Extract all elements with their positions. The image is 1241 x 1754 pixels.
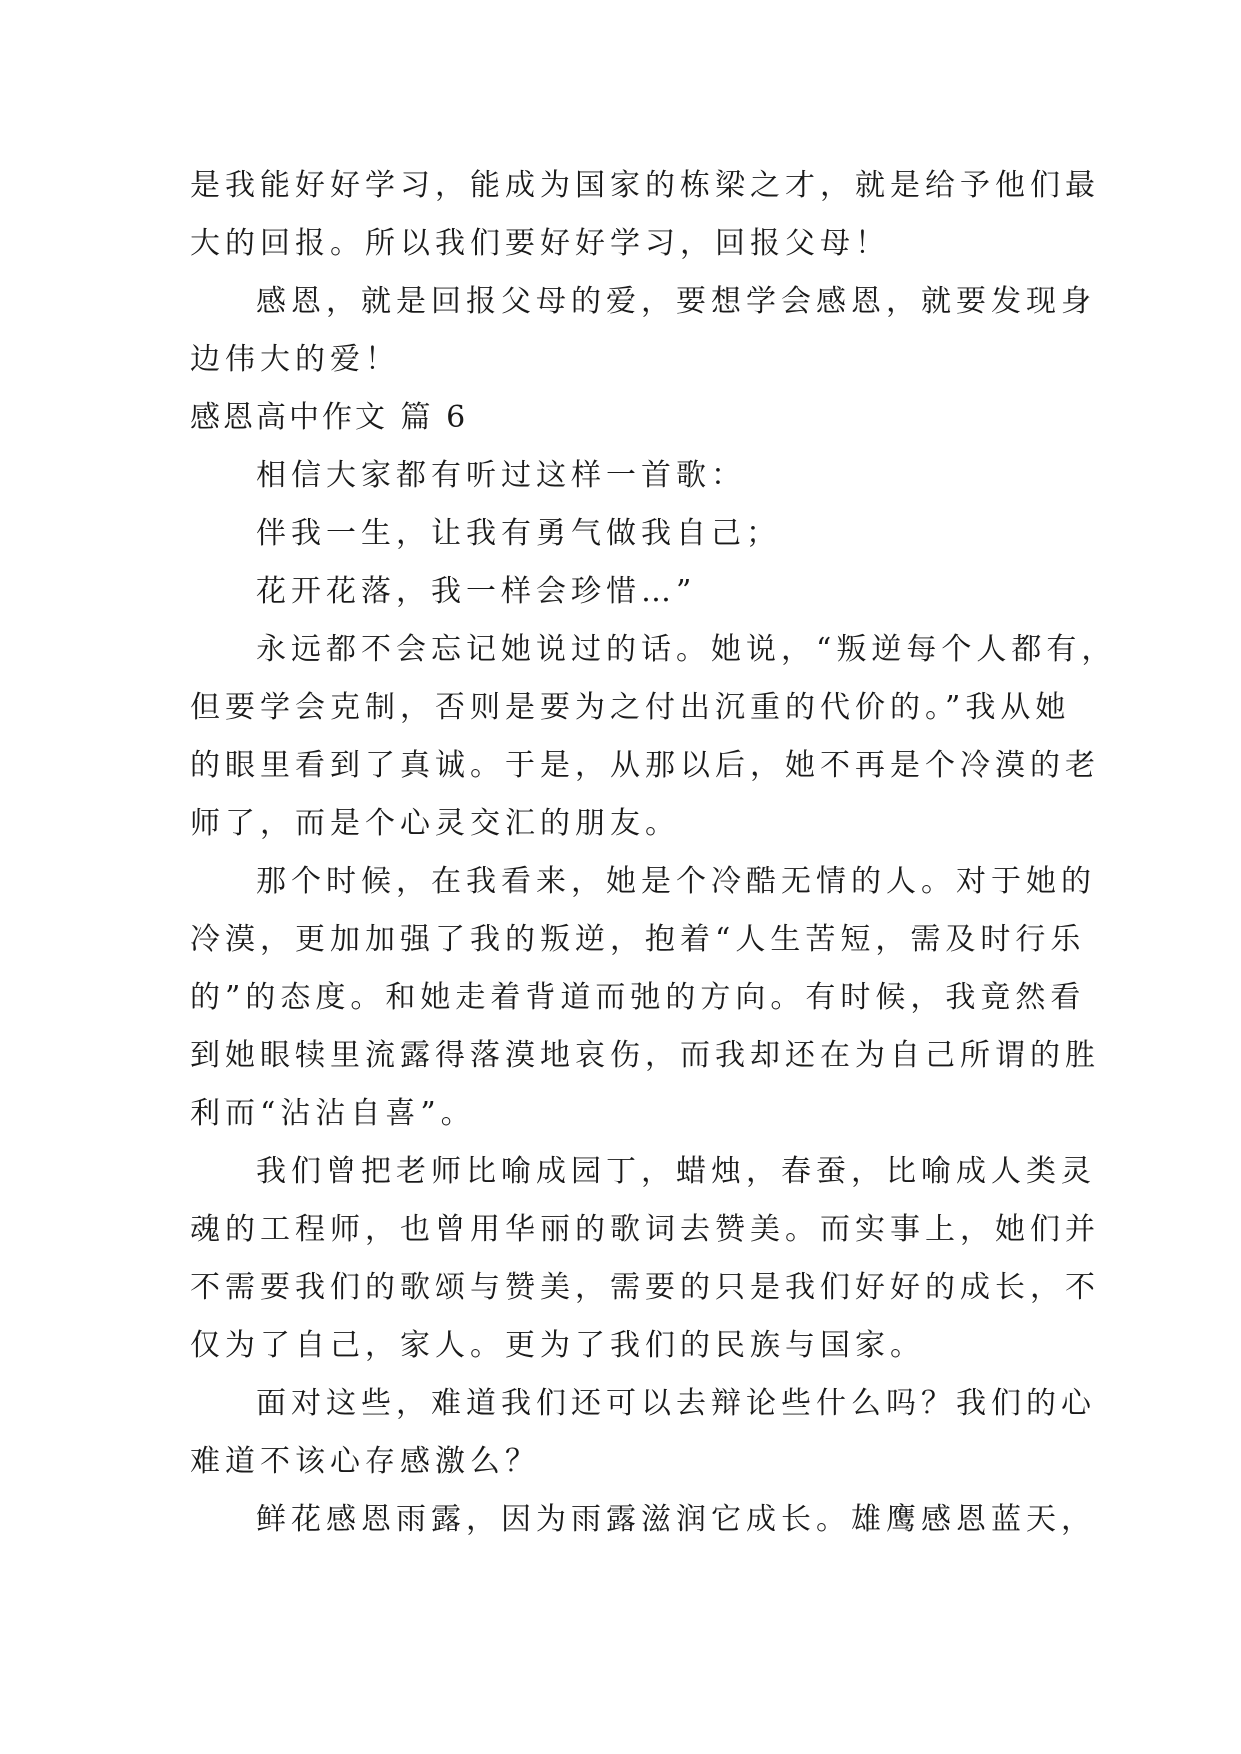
text-line: 不需要我们的歌颂与赞美，需要的只是我们好好的成长，不 xyxy=(190,1270,1100,1305)
text-line: 冷漠，更加加强了我的叛逆，抱着“人生苦短，需及时行乐 xyxy=(190,922,1086,957)
document-body xyxy=(190,157,1117,1549)
paragraph-start: 那个时候，在我看来，她是个冷酷无情的人。对于她的 xyxy=(256,864,1096,899)
paragraph-start: 鲜花感恩雨露，因为雨露滋润它成长。雄鹰感恩蓝天， xyxy=(256,1502,1096,1537)
text-line: 仅为了自己，家人。更为了我们的民族与国家。 xyxy=(190,1328,925,1363)
text-line: 的眼里看到了真诚。于是，从那以后，她不再是个冷漠的老 xyxy=(190,748,1100,783)
text-line: 利而“沾沾自喜”。 xyxy=(190,1096,476,1131)
lyric-line: 伴我一生，让我有勇气做我自己； xyxy=(256,516,781,551)
section-heading: 感恩高中作文 篇 6 xyxy=(190,400,469,435)
text-line: 是我能好好学习，能成为国家的栋梁之才，就是给予他们最 xyxy=(190,168,1100,203)
paragraph-start: 永远都不会忘记她说过的话。她说，“叛逆每个人都有， xyxy=(256,632,1117,667)
paragraph-start: 感恩，就是回报父母的爱，要想学会感恩，就要发现身 xyxy=(256,284,1096,319)
paragraph-start: 我们曾把老师比喻成园丁，蜡烛，春蚕，比喻成人类灵 xyxy=(256,1154,1096,1189)
text-line: 魂的工程师，也曾用华丽的歌词去赞美。而实事上，她们并 xyxy=(190,1212,1100,1247)
paragraph-start: 面对这些，难道我们还可以去辩论些什么吗？我们的心 xyxy=(256,1386,1096,1421)
text-line: 的”的态度。和她走着背道而弛的方向。有时候，我竟然看 xyxy=(190,980,1086,1015)
text-line: 大的回报。所以我们要好好学习，回报父母！ xyxy=(190,226,890,261)
text-line: 难道不该心存感激么？ xyxy=(190,1444,540,1479)
text-line: 边伟大的爱！ xyxy=(190,342,400,377)
paragraph-start: 相信大家都有听过这样一首歌： xyxy=(256,458,746,493)
text-line: 到她眼犊里流露得落漠地哀伤，而我却还在为自己所谓的胜 xyxy=(190,1038,1100,1073)
lyric-line: 花开花落，我一样会珍惜…” xyxy=(256,574,697,609)
text-line: 师了，而是个心灵交汇的朋友。 xyxy=(190,806,680,841)
text-line: 但要学会克制，否则是要为之付出沉重的代价的。”我从她 xyxy=(190,690,1071,725)
